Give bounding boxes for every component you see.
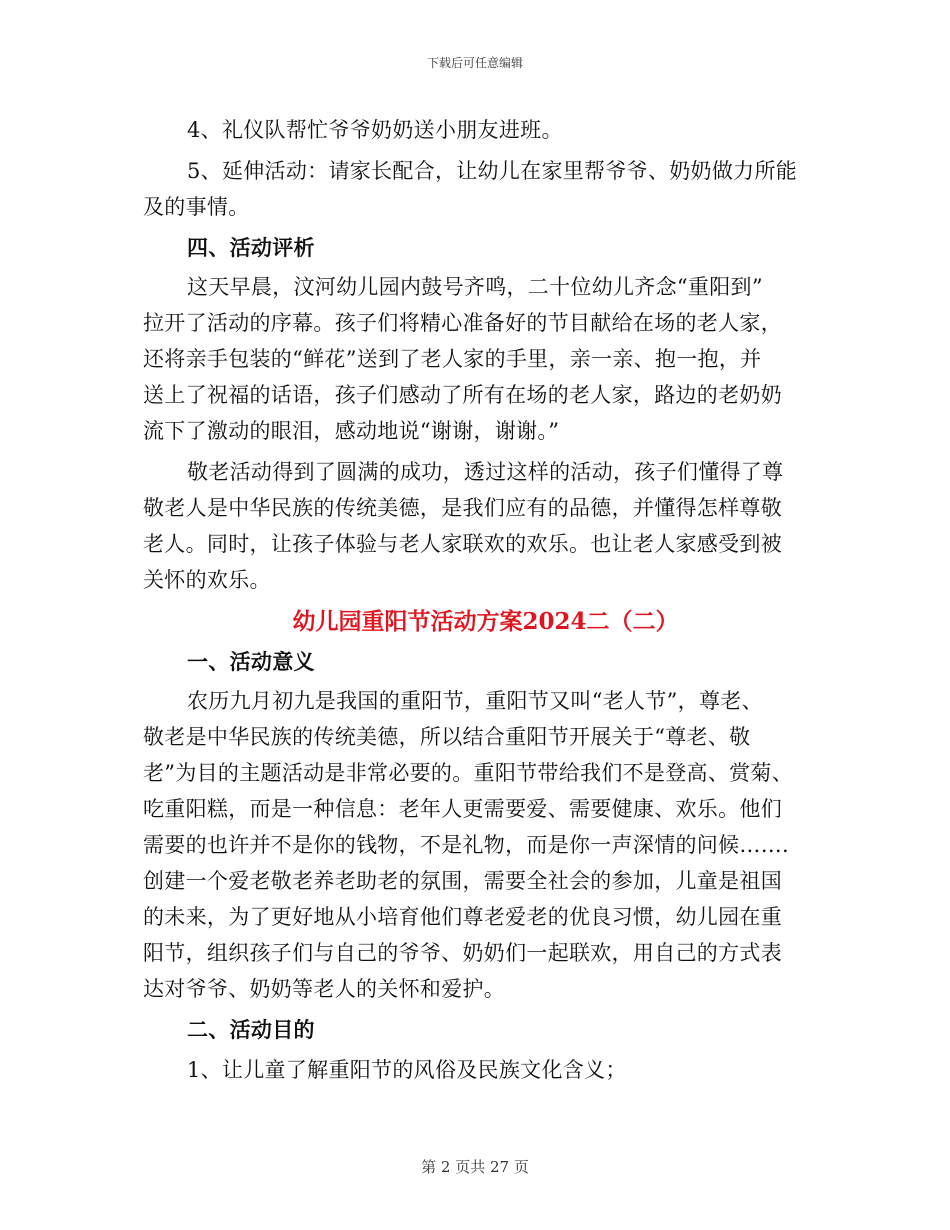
heading-meaning: 一、活动意义	[187, 649, 315, 674]
list-item-5-line2: 及的事情。	[143, 195, 250, 219]
meaning-line5: 需要的也许并不是你的钱物，不是礼物，而是你一声深情的问候…….	[143, 833, 789, 857]
document-body	[143, 112, 808, 1088]
meaning-line8: 阳节，组织孩子们与自己的爷爷、奶奶们一起联欢，用自己的方式表	[143, 941, 782, 965]
eval-paragraph-1-line1: 这天早晨，汶河幼儿园内鼓号齐鸣，二十位幼儿齐念“重阳到”	[187, 275, 763, 299]
meaning-line9: 达对爷爷、奶奶等老人的关怀和爱护。	[143, 977, 506, 1001]
meaning-line3: 老”为目的主题活动是非常必要的。重阳节带给我们不是登高、赏菊、	[143, 761, 794, 785]
list-item-5-line1: 5、延伸活动：请家长配合，让幼儿在家里帮爷爷、奶奶做力所能	[187, 159, 798, 183]
purpose-item-1: 1、让儿童了解重阳节的风俗及民族文化含义；	[187, 1058, 627, 1082]
eval-paragraph-2-line4: 关怀的欢乐。	[143, 568, 271, 592]
meaning-line2: 敬老是中华民族的传统美德，所以结合重阳节开展关于“尊老、敬	[143, 725, 751, 749]
eval-paragraph-1-line5: 流下了激动的眼泪，感动地说“谢谢，谢谢。”	[143, 419, 560, 443]
list-item-4: 4、礼仪队帮忙爷爷奶奶送小朋友进班。	[187, 118, 563, 142]
eval-paragraph-2-line2: 敬老人是中华民族的传统美德，是我们应有的品德，并懂得怎样尊敬	[143, 496, 782, 520]
meaning-line7: 的未来，为了更好地从小培育他们尊老爱老的优良习惯，幼儿园在重	[143, 905, 782, 929]
meaning-line6: 创建一个爱老敬老养老助老的氛围，需要全社会的参加，儿童是祖国	[143, 869, 782, 893]
eval-paragraph-1-line4: 送上了祝福的话语，孩子们感动了所有在场的老人家，路边的老奶奶	[143, 383, 782, 407]
eval-paragraph-1-line3: 还将亲手包装的“鲜花”送到了老人家的手里，亲一亲、抱一抱，并	[143, 347, 762, 371]
eval-paragraph-2-line1: 敬老活动得到了圆满的成功，透过这样的活动，孩子们懂得了尊	[187, 460, 784, 484]
eval-paragraph-1-line2: 拉开了活动的序幕。孩子们将精心准备好的节目献给在场的老人家，	[143, 311, 782, 335]
section-title: 幼儿园重阳节活动方案2024二（二）	[292, 608, 679, 635]
meaning-line1: 农历九月初九是我国的重阳节，重阳节又叫“老人节”，尊老、	[187, 689, 763, 713]
heading-purpose: 二、活动目的	[187, 1017, 315, 1042]
heading-evaluation: 四、活动评析	[187, 235, 315, 260]
page-footer: 第 2 页共 27 页	[421, 1158, 529, 1176]
eval-paragraph-2-line3: 老人。同时，让孩子体验与老人家联欢的欢乐。也让老人家感受到被	[143, 532, 782, 556]
page-header: 下载后可任意编辑	[426, 56, 523, 70]
meaning-line4: 吃重阳糕，而是一种信息：老年人更需要爱、需要健康、欢乐。他们	[143, 797, 782, 821]
